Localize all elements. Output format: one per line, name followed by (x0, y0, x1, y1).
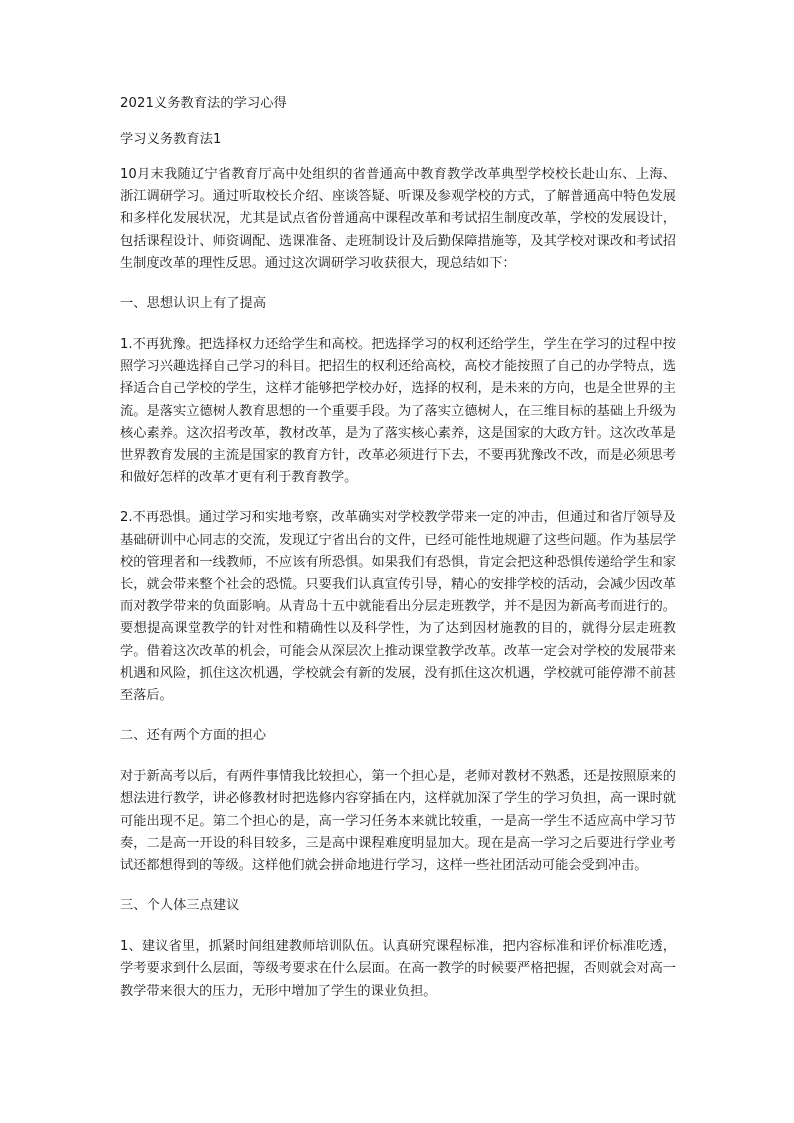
document-page (120, 92, 676, 1003)
section-heading: 二、还有两个方面的担心 (120, 728, 267, 744)
section-heading: 三、个人体三点建议 (120, 898, 240, 914)
section-heading: 一、思想认识上有了提高 (120, 296, 267, 312)
body-paragraph: 2.不再恐惧。通过学习和实地考察，改革确实对学校教学带来一定的冲击，但通过和省厅领导及基础研训中心同志的交流，发现辽宁省出台的文件，已经可能性地规避了这些问题。作为基层学校的管理者和一线教师，不应该有所恐惧。如果我们有恐惧，肯定会把这种恐惧传递给学生和家长，就会带来整个社会的恐慌。只要我们认真宣传引导，精心的安排学校的活动，会减少因改革而对教学带来的负面影响。从青岛十五中就能看出分层走班教学，并不是因为新高考而进行的。要想提高课堂教学的针对性和精确性以及科学性，为了达到因材施教的目的，就得分层走班教学。借着这次改革的机会，可能会从深层次上推动课堂教学改革。改革一定会对学校的发展带来机遇和风险，抓住这次机遇，学校就会有新的发展，没有抓住这次机遇，学校就可能停滞不前甚至落后。 (120, 510, 676, 704)
document-subtitle: 学习义务教育法1 (120, 132, 222, 147)
intro-paragraph: 10月末我随辽宁省教育厅高中处组织的省普通高中教育教学改革典型学校校长赴山东、上海、浙江调研学习。通过听取校长介绍、座谈答疑、听课及参观学校的方式，了解普通高中特色发展和多样化发展状况，尤其是试点省份普通高中课程改革和考试招生制度改革，学校的发展设计，包括课程设计、师资调配、选课准备、走班制设计及后勤保障措施等，及其学校对课改和考试招生制度改革的理性反思。通过这次调研学习收获很大，现总结如下： (120, 167, 676, 271)
body-paragraph: 1.不再犹豫。把选择权力还给学生和高校。把选择学习的权利还给学生，学生在学习的过程中按照学习兴趣选择自己学习的科目。把招生的权利还给高校，高校才能按照了自己的办学特点，选择适合自己学校的学生，这样才能够把学校办好，选择的权利，是未来的方向，也是全世界的主流。是落实立德树人教育思想的一个重要手段。为了落实立德树人，在三维目标的基础上升级为核心素养。这次招考改革，教材改革，是为了落实核心素养，这是国家的大政方针。这次改革是世界教育发展的主流是国家的教育方针，改革必须进行下去，不要再犹豫改不改，而是必须思考和做好怎样的改革才更有利于教育教学。 (120, 337, 676, 486)
document-title: 2021义务教育法的学习心得 (120, 96, 287, 111)
body-paragraph: 对于新高考以后，有两件事情我比较担心，第一个担心是，老师对教材不熟悉，还是按照原来的想法进行教学，讲必修教材时把选修内容穿插在内，这样就加深了学生的学习负担，高一课时就可能出现不足。第二个担心的是，高一学习任务本来就比较重，一是高一学生不适应高中学习节奏，二是高一开设的科目较多，三是高中课程难度明显加大。现在是高一学习之后要进行学业考试还都想得到的等级。这样他们就会拼命地进行学习，这样一些社团活动可能会受到冲击。 (120, 769, 676, 874)
body-paragraph: 1、建议省里，抓紧时间组建教师培训队伍。认真研究课程标准，把内容标准和评价标准吃透，学考要求到什么层面，等级考要求在什么层面。在高一教学的时候要严格把握，否则就会对高一教学带来很大的压力，无形中增加了学生的课业负担。 (120, 939, 676, 999)
